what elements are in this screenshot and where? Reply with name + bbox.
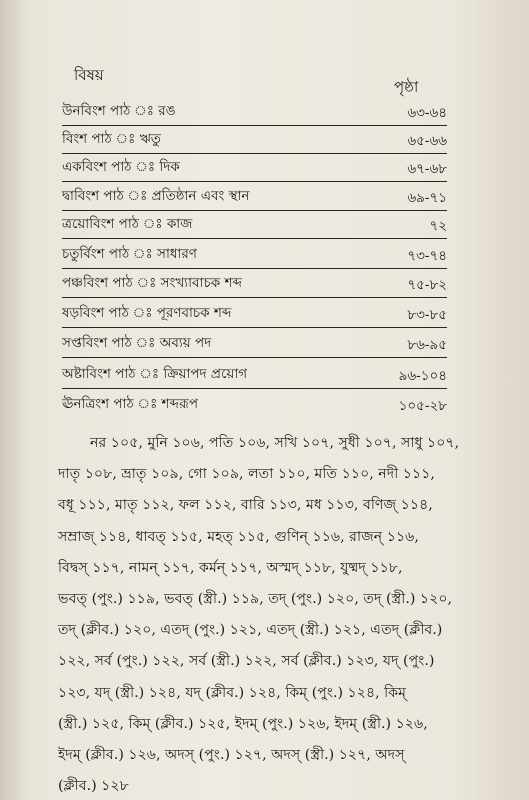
- toc-pages: ৮৬-৯৫: [407, 337, 447, 353]
- toc-pages: ১০৫-২৮: [398, 398, 447, 414]
- toc-divider: [62, 238, 447, 239]
- toc-pages: ৭৩-৭৪: [407, 248, 447, 264]
- paragraph-line: (ক্লীব.) ১২৮: [58, 778, 129, 795]
- toc-title: ত্রয়োবিংশ পাঠ ঃ কাজ: [62, 216, 193, 232]
- toc-divider: [62, 268, 447, 269]
- toc-title: অষ্টাবিংশ পাঠ ঃ ক্রিয়াপদ প্রয়োগ: [62, 366, 248, 382]
- toc-row: [0, 98, 529, 126]
- paragraph-line: তদ্ (ক্লীব.) ১২০, এতদ্ (পুং.) ১২১, এতদ্ (স্ত্রী.) ১২১, এতদ্ (ক্লীব.): [58, 622, 443, 639]
- paragraph-line: ১২২, সর্ব (পুং.) ১২২, সর্ব (স্ত্রী.) ১২২, সর্ব (ক্লীব.) ১২৩, যদ্ (পুং.): [58, 653, 435, 670]
- toc-row: [0, 126, 529, 154]
- toc-row: [0, 300, 529, 328]
- toc-title: উনবিংশ পাঠ ঃ রঙ: [62, 103, 176, 119]
- toc-title: সপ্তবিংশ পাঠ ঃ অব্যয় পদ: [62, 335, 212, 351]
- toc-title: দ্বাবিংশ পাঠ ঃ প্রতিষ্ঠান এবং স্থান: [62, 188, 250, 204]
- toc-divider: [62, 388, 447, 389]
- toc-divider: [62, 357, 447, 358]
- toc-row: [0, 241, 529, 269]
- paragraph-line: ভবত্ (পুং.) ১১৯, ভবত্ (স্ত্রী.) ১১৯, তদ্ (পুং.) ১২০, তদ্ (স্ত্রী.) ১২০,: [58, 590, 453, 607]
- paragraph-line: বধূ ১১১, মাতৃ ১১২, ফল ১১২, বারি ১১৩, মধ ১১৩, বণিজ্ ১১৪,: [58, 497, 433, 514]
- toc-divider: [62, 327, 447, 328]
- toc-row: [0, 270, 529, 298]
- toc-pages: ৬৯-৭১: [407, 190, 447, 206]
- toc-row: [0, 183, 529, 211]
- toc-pages: ৯৬-১০৪: [398, 368, 447, 384]
- toc-title: ষড়বিংশ পাঠ ঃ পূরণবাচক শব্দ: [62, 305, 232, 321]
- toc-title: একবিংশ পাঠ ঃ দিক: [62, 159, 180, 175]
- toc-row: [0, 361, 529, 389]
- toc-row: [0, 330, 529, 358]
- toc-title: বিংশ পাঠ ঃ ঋতু: [62, 131, 161, 147]
- paragraph-line: সম্রাজ্ ১১৪, ধাবত্ ১১৫, মহত্ ১১৫, গুণিন্ ১১৬, রাজন্ ১১৬,: [58, 528, 419, 545]
- toc-pages: ৮৩-৮৫: [407, 307, 447, 323]
- toc-pages: ৬৫-৬৬: [407, 133, 447, 149]
- toc-row: [0, 154, 529, 182]
- toc-pages: ৬৭-৬৮: [407, 161, 447, 177]
- toc-pages: ৭২: [429, 218, 447, 234]
- toc-title: ঊনত্রিংশ পাঠ ঃ শব্দরূপ: [62, 396, 199, 412]
- paragraph-line: নর ১০৫, মুনি ১০৬, পতি ১০৬, সখি ১০৭, সুধী ১০৭, সাধু ১০৭,: [90, 435, 460, 451]
- paragraph-line: দাতৃ ১০৮, ভ্রাতৃ ১০৯, গো ১০৯, লতা ১১০, মতি ১১০, নদী ১১১,: [58, 466, 435, 483]
- page-column-label: পৃষ্ঠা: [394, 78, 419, 96]
- toc-pages: ৭৫-৮২: [407, 277, 447, 293]
- toc-row: [0, 211, 529, 239]
- toc-header: [0, 64, 529, 94]
- toc-divider: [62, 297, 447, 298]
- toc-row: [0, 391, 529, 419]
- toc-title: পঞ্চবিংশ পাঠ ঃ সংখ্যাবাচক শব্দ: [62, 275, 242, 291]
- paragraph-line: বিদ্বস্ ১১৭, নামন্ ১১৭, কর্মন্ ১১৭, অস্মদ্ ১১৮, যুষ্মদ্ ১১৮,: [58, 559, 403, 576]
- toc-title: চতুর্বিংশ পাঠ ঃ সাধারণ: [62, 246, 197, 262]
- declension-index-paragraph: [58, 428, 492, 800]
- paragraph-line: ইদম্ (ক্লীব.) ১২৬, অদস্ (পুং.) ১২৭, অদস্ (স্ত্রী.) ১২৭, অদস্: [58, 746, 405, 763]
- paragraph-line: ১২৩, যদ্ (স্ত্রী.) ১২৪, যদ্ (ক্লীব.) ১২৪, কিম্ (পুং.) ১২৪, কিম্: [58, 684, 407, 701]
- toc-divider: [62, 181, 447, 182]
- paragraph-line: (স্ত্রী.) ১২৫, কিম্ (ক্লীব.) ১২৫, ইদম্ (পুং.) ১২৬, ইদম্ (স্ত্রী.) ১২৬,: [58, 715, 428, 732]
- subject-column-label: বিষয়: [74, 66, 104, 84]
- toc-pages: ৬৩-৬৪: [407, 105, 447, 121]
